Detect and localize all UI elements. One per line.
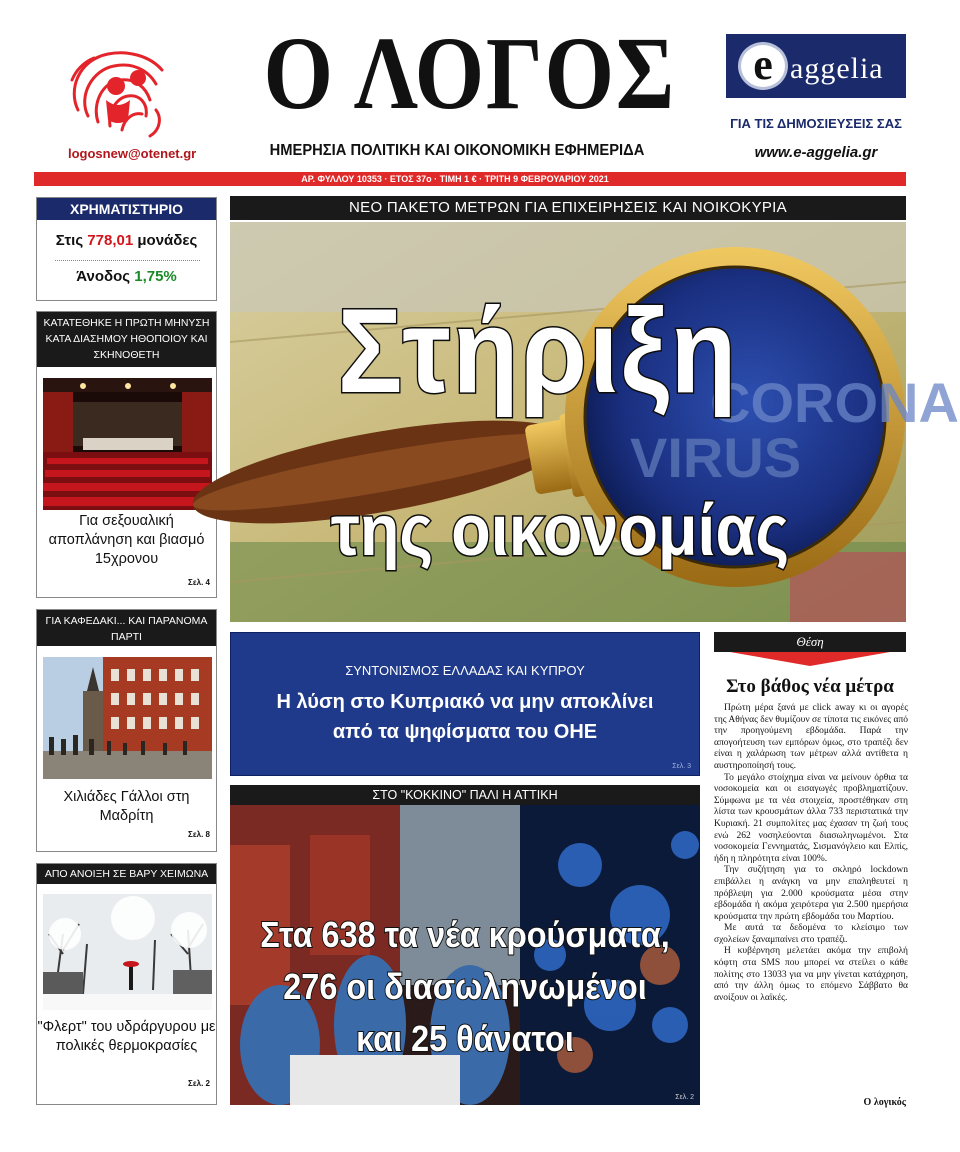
cyprus-headline [231,687,699,747]
stock-index-prefix: Στις [55,232,88,249]
sidebar-story-snow[interactable] [36,863,217,1105]
page-reference: Σελ. 8 [188,830,210,839]
snowy-street-photo [43,894,212,1010]
cyprus-kicker: ΣΥΝΤΟΝΙΣΜΟΣ ΕΛΛΑΔΑΣ ΚΑΙ ΚΥΠΡΟΥ [345,663,585,678]
contact-email[interactable]: logosnew@otenet.gr [68,146,197,161]
opinion-title: Στο βάθος νέα μέτρα [726,676,894,697]
sidebar-kicker: ΑΠΟ ΑΝΟΙΞΗ ΣΕ ΒΑΡΥ ΧΕΙΜΩΝΑ [37,864,216,884]
covid-headline-line-3: και 25 θάνατοι [356,1018,574,1059]
stock-market-box [36,197,217,301]
cyprus-headline-line-2: από τα ψηφίσματα του ΟΗΕ [332,721,598,743]
lens-word-2: VIRUS [630,426,802,489]
madrid-street-photo [43,657,212,779]
hero-headline-line-1: Στήριξη [337,284,739,418]
cyprus-story[interactable] [230,632,700,776]
page-reference: Σελ. 4 [188,578,210,587]
stock-index-value: 778,01 [87,232,134,249]
sidebar-caption: Χιλιάδες Γάλλοι στη Μαδρίτη [63,789,190,824]
sidebar-kicker: ΓΙΑ ΚΑΦΕΔΑΚΙ... ΚΑΙ ΠΑΡΑΝΟΜΑ ΠΑΡΤΙ [37,610,216,646]
sidebar-story-theater[interactable] [36,311,217,598]
e-aggelia-tagline: ΓΙΑ ΤΙΣ ΔΗΜΟΣΙΕΥΣΕΙΣ ΣΑΣ [730,116,902,131]
opinion-paragraph: Πρώτη μέρα ξανά με click away κι οι αγορές της Αθήνας δεν θυμίζουν σε τίποτα τις εικόνες από την προηγούμενη εβδομάδα. Παρά την απογοήτευση των εμπόρων όμως, στο τραπέζι δεν είναι η χαλάρωση των μέτρων αλλά αντίθετα η αυστηροποίησή τους. [714,703,908,771]
stock-change-line [37,268,216,285]
opinion-paragraph: Την συζήτηση για το σκληρό lockdown επιβάλλει η ανάγκη να μην επαληθευτεί η πρόβλεψη για 2.000 κρούσματα μέσα στην εβδομάδα ή ακόμα χειρότερα για 2.500 ημερήσια κρούσματα την πρώτη εβδομάδα του Μαρτίου. [714,865,908,922]
page-reference: Σελ. 3 [672,763,691,770]
sidebar-kicker: ΚΑΤΑΤΕΘΗΚΕ Η ΠΡΩΤΗ ΜΗΝΥΣΗ ΚΑΤΑ ΔΙΑΣΗΜΟΥ ΗΘΟΠΟΙΟΥ ΚΑΙ ΣΚΗΝΟΘΕΤΗ [37,312,216,367]
stock-change-value: 1,75% [134,268,177,285]
e-aggelia-wordmark: aggelia [790,52,884,85]
opinion-paragraph: Με αυτά τα δεδομένα το κλείσιμο των σχολείων ξαναμπαίνει στο τραπέζι. [714,923,908,945]
lens-word-1: CORONA [710,371,959,434]
opinion-paragraph: Το μεγάλο στοίχημα είναι να μείνουν όρθια τα νοσοκομεία και οι εισαγωγές προβληματίζουν. Σύμφωνα με τα νέα στοιχεία, προστέθηκαν στη λίστα των κρουσμάτων άλλα 733 περιστατικά την Κυριακή. 21 συμπολίτες μας έχασαν τη ζωή τους ενώ 262 νοσηλεύονται διασωληνωμένοι. Στα νοσοκομεία Γεννηματάς, Σισμανόγλειο και Ελπίς, ήδη η πληρότητα είναι 100%. [714,772,908,864]
theater-photo [43,378,212,510]
covid-headline-line-2: 276 οι διασωληνωμένοι [283,966,647,1007]
hero-headline-line-2: της οικονομίας [330,491,790,571]
e-aggelia-url[interactable]: www.e-aggelia.gr [754,144,878,161]
sidebar-caption: "Φλερτ" του υδράργυρου με πολικές θερμοκρασίες [37,1019,216,1054]
sidebar-story-madrid[interactable] [36,609,217,852]
stock-change-prefix: Άνοδος [76,268,135,285]
covid-kicker: ΣΤΟ "ΚΟΚΚΙΝΟ" ΠΑΛΙ Η ΑΤΤΙΚΗ [230,785,700,805]
hero-kicker: ΝΕΟ ΠΑΚΕΤΟ ΜΕΤΡΩΝ ΓΙΑ ΕΠΙΧΕΙΡΗΣΕΙΣ ΚΑΙ ΝΟΙΚΟΚΥΡΙΑ [230,196,906,220]
opinion-signature: Ο λογικός [863,1097,906,1108]
page-reference: Σελ. 2 [188,1079,210,1088]
e-aggelia-logo: e [738,42,788,90]
e-aggelia-ad[interactable] [726,34,906,98]
covid-story[interactable] [230,805,700,1105]
opinion-red-marker [730,652,890,666]
stock-index-suffix: μονάδες [133,232,198,249]
covid-headline-line-1: Στα 638 τα νέα κρούσματα, [260,914,670,955]
stock-divider [55,260,200,261]
covid-headline [254,909,677,1065]
issue-info: ΑΡ. ΦΥΛΛΟΥ 10353 · ΕΤΟΣ 37ο · ΤΙΜΗ 1 € · ΤΡΙΤΗ 9 ΦΕΒΡΟΥΑΡΙΟΥ 2021 [301,174,609,184]
stock-index-line [37,232,216,249]
hero-story[interactable] [230,222,959,622]
stock-heading: ΧΡΗΜΑΤΙΣΤΗΡΙΟ [37,198,216,220]
cyprus-headline-line-1: Η λύση στο Κυπριακό να μην αποκλίνει [276,691,654,713]
opinion-body [714,703,908,1004]
page-reference: Σελ. 2 [675,1094,694,1101]
newspaper-logo-illustration [58,40,178,142]
newspaper-title: Ο ΛΟΓΟΣ [263,16,676,131]
sidebar-caption: Για σεξουαλική αποπλάνηση και βιασμό 15χρονου [48,513,205,567]
newspaper-subtitle: ΗΜΕΡΗΣΙΑ ΠΟΛΙΤΙΚΗ ΚΑΙ ΟΙΚΟΝΟΜΙΚΗ ΕΦΗΜΕΡΙΔΑ [269,142,645,159]
opinion-tab: Θέση [714,632,906,652]
opinion-paragraph: Η κυβέρνηση μελετάει ακόμα την επιβολή κόφτη στα SMS που μπορεί να στείλει ο κάθε πολίτης στο 13033 για να μην γίνεται κατάχρηση, από την άλλη όμως το επόμενο Σάββατο θα ανοίξουν οι λαϊκές. [714,946,908,1003]
